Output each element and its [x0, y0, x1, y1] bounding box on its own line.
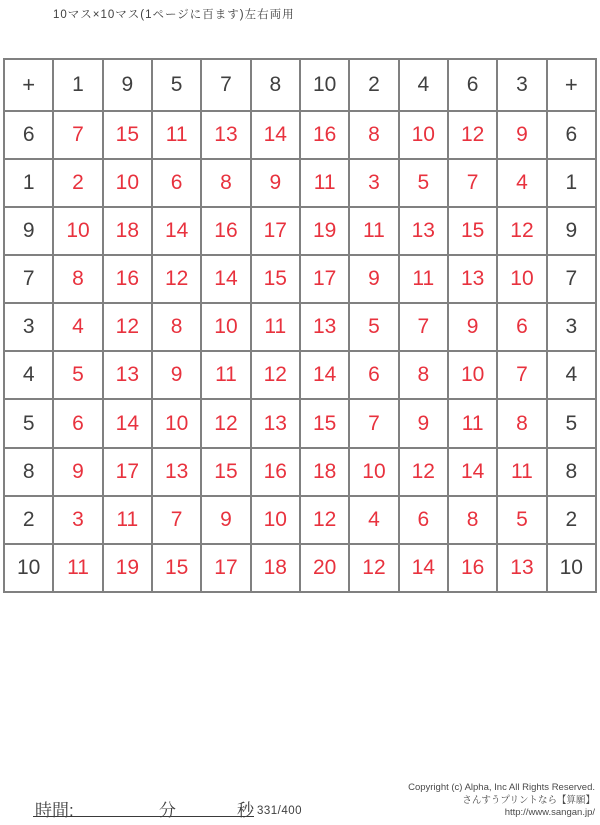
- answer-cell-r3-c2: 12: [152, 255, 201, 303]
- grid-row-5: [4, 351, 596, 399]
- answer-cell-r7-c4: 16: [251, 448, 300, 496]
- answer-cell-r4-c8: 9: [448, 303, 497, 351]
- grid-header-row: [4, 59, 596, 111]
- answer-cell-r2-c5: 19: [300, 207, 349, 255]
- row-header-left-0: 6: [4, 111, 53, 159]
- operator-corner-left: +: [4, 59, 53, 111]
- answer-cell-r2-c1: 18: [103, 207, 152, 255]
- answer-cell-r0-c0: 7: [53, 111, 102, 159]
- answer-cell-r5-c7: 8: [399, 351, 448, 399]
- grid-row-3: [4, 255, 596, 303]
- answer-cell-r4-c0: 4: [53, 303, 102, 351]
- answer-cell-r7-c9: 11: [497, 448, 546, 496]
- row-header-right-7: 8: [547, 448, 596, 496]
- answer-cell-r7-c7: 12: [399, 448, 448, 496]
- row-header-left-4: 3: [4, 303, 53, 351]
- answer-cell-r3-c4: 15: [251, 255, 300, 303]
- answer-cell-r4-c2: 8: [152, 303, 201, 351]
- answer-cell-r6-c1: 14: [103, 399, 152, 447]
- answer-cell-r8-c1: 11: [103, 496, 152, 544]
- answer-cell-r0-c7: 10: [399, 111, 448, 159]
- answer-cell-r4-c4: 11: [251, 303, 300, 351]
- row-header-right-2: 9: [547, 207, 596, 255]
- row-header-right-1: 1: [547, 159, 596, 207]
- answer-cell-r1-c3: 8: [201, 159, 250, 207]
- answer-cell-r4-c6: 5: [349, 303, 398, 351]
- answer-cell-r8-c3: 9: [201, 496, 250, 544]
- answer-cell-r4-c3: 10: [201, 303, 250, 351]
- answer-cell-r9-c8: 16: [448, 544, 497, 592]
- answer-cell-r7-c2: 13: [152, 448, 201, 496]
- addition-grid-body: [4, 59, 596, 592]
- col-header-2: 5: [152, 59, 201, 111]
- page-number: 331/400: [257, 805, 303, 817]
- answer-cell-r0-c3: 13: [201, 111, 250, 159]
- answer-cell-r7-c3: 15: [201, 448, 250, 496]
- answer-cell-r7-c8: 14: [448, 448, 497, 496]
- answer-cell-r6-c9: 8: [497, 399, 546, 447]
- answer-cell-r8-c6: 4: [349, 496, 398, 544]
- row-header-left-7: 8: [4, 448, 53, 496]
- col-header-8: 6: [448, 59, 497, 111]
- answer-cell-r8-c9: 5: [497, 496, 546, 544]
- row-header-right-0: 6: [547, 111, 596, 159]
- row-header-right-9: 10: [547, 544, 596, 592]
- row-header-left-8: 2: [4, 496, 53, 544]
- answer-cell-r1-c4: 9: [251, 159, 300, 207]
- col-header-3: 7: [201, 59, 250, 111]
- copyright-block: [408, 782, 595, 820]
- col-header-6: 2: [349, 59, 398, 111]
- answer-cell-r0-c4: 14: [251, 111, 300, 159]
- row-header-left-6: 5: [4, 399, 53, 447]
- answer-cell-r8-c7: 6: [399, 496, 448, 544]
- answer-cell-r0-c9: 9: [497, 111, 546, 159]
- answer-cell-r1-c8: 7: [448, 159, 497, 207]
- col-header-9: 3: [497, 59, 546, 111]
- answer-cell-r5-c3: 11: [201, 351, 250, 399]
- answer-cell-r3-c8: 13: [448, 255, 497, 303]
- col-header-1: 9: [103, 59, 152, 111]
- row-header-left-9: 10: [4, 544, 53, 592]
- answer-cell-r0-c8: 12: [448, 111, 497, 159]
- answer-cell-r3-c3: 14: [201, 255, 250, 303]
- col-header-7: 4: [399, 59, 448, 111]
- answer-cell-r9-c4: 18: [251, 544, 300, 592]
- grid-row-6: [4, 399, 596, 447]
- answer-cell-r9-c7: 14: [399, 544, 448, 592]
- answer-cell-r9-c1: 19: [103, 544, 152, 592]
- answer-cell-r1-c7: 5: [399, 159, 448, 207]
- minutes-label: 分: [159, 801, 176, 820]
- seconds-label: 秒: [237, 801, 254, 820]
- answer-cell-r0-c5: 16: [300, 111, 349, 159]
- answer-cell-r6-c0: 6: [53, 399, 102, 447]
- grid-row-1: [4, 159, 596, 207]
- answer-cell-r5-c4: 12: [251, 351, 300, 399]
- answer-cell-r4-c5: 13: [300, 303, 349, 351]
- grid-row-4: [4, 303, 596, 351]
- answer-cell-r9-c6: 12: [349, 544, 398, 592]
- answer-cell-r8-c8: 8: [448, 496, 497, 544]
- answer-cell-r9-c5: 20: [300, 544, 349, 592]
- answer-cell-r0-c6: 8: [349, 111, 398, 159]
- answer-cell-r6-c5: 15: [300, 399, 349, 447]
- answer-cell-r2-c9: 12: [497, 207, 546, 255]
- answer-cell-r9-c2: 15: [152, 544, 201, 592]
- row-header-right-4: 3: [547, 303, 596, 351]
- answer-cell-r6-c6: 7: [349, 399, 398, 447]
- answer-cell-r6-c7: 9: [399, 399, 448, 447]
- col-header-4: 8: [251, 59, 300, 111]
- copyright-line-2: さんすうプリントなら【算願】: [462, 794, 595, 806]
- answer-cell-r5-c5: 14: [300, 351, 349, 399]
- answer-cell-r8-c5: 12: [300, 496, 349, 544]
- answer-cell-r5-c2: 9: [152, 351, 201, 399]
- answer-cell-r7-c6: 10: [349, 448, 398, 496]
- answer-cell-r5-c0: 5: [53, 351, 102, 399]
- answer-cell-r1-c1: 10: [103, 159, 152, 207]
- answer-cell-r9-c0: 11: [53, 544, 102, 592]
- answer-cell-r4-c7: 7: [399, 303, 448, 351]
- answer-cell-r7-c0: 9: [53, 448, 102, 496]
- time-label: 時間:: [35, 801, 74, 820]
- answer-cell-r0-c2: 11: [152, 111, 201, 159]
- row-header-left-5: 4: [4, 351, 53, 399]
- answer-cell-r5-c6: 6: [349, 351, 398, 399]
- answer-cell-r4-c1: 12: [103, 303, 152, 351]
- answer-cell-r4-c9: 6: [497, 303, 546, 351]
- grid-row-0: [4, 111, 596, 159]
- answer-cell-r2-c8: 15: [448, 207, 497, 255]
- row-header-right-3: 7: [547, 255, 596, 303]
- answer-cell-r2-c2: 14: [152, 207, 201, 255]
- row-header-left-2: 9: [4, 207, 53, 255]
- answer-cell-r5-c8: 10: [448, 351, 497, 399]
- operator-corner-right: +: [547, 59, 596, 111]
- answer-cell-r8-c2: 7: [152, 496, 201, 544]
- copyright-line-3: http://www.sangan.jp/: [504, 807, 595, 818]
- answer-cell-r2-c3: 16: [201, 207, 250, 255]
- answer-cell-r6-c3: 12: [201, 399, 250, 447]
- answer-cell-r3-c6: 9: [349, 255, 398, 303]
- answer-cell-r2-c0: 10: [53, 207, 102, 255]
- answer-cell-r2-c6: 11: [349, 207, 398, 255]
- answer-cell-r3-c7: 11: [399, 255, 448, 303]
- answer-cell-r6-c2: 10: [152, 399, 201, 447]
- grid-row-9: [4, 544, 596, 592]
- answer-cell-r3-c5: 17: [300, 255, 349, 303]
- copyright-line-1: Copyright (c) Alpha, Inc All Rights Reserved.: [408, 782, 595, 793]
- answer-cell-r0-c1: 15: [103, 111, 152, 159]
- addition-grid: [3, 58, 597, 593]
- worksheet-title: 10マス×10マス(1ページに百ます)左右両用: [53, 9, 295, 21]
- answer-cell-r7-c1: 17: [103, 448, 152, 496]
- answer-cell-r9-c3: 17: [201, 544, 250, 592]
- grid-row-7: [4, 448, 596, 496]
- answer-cell-r9-c9: 13: [497, 544, 546, 592]
- answer-cell-r6-c4: 13: [251, 399, 300, 447]
- answer-cell-r1-c0: 2: [53, 159, 102, 207]
- answer-cell-r5-c9: 7: [497, 351, 546, 399]
- answer-cell-r2-c7: 13: [399, 207, 448, 255]
- answer-cell-r3-c1: 16: [103, 255, 152, 303]
- answer-cell-r3-c0: 8: [53, 255, 102, 303]
- row-header-right-8: 2: [547, 496, 596, 544]
- grid-row-8: [4, 496, 596, 544]
- answer-cell-r8-c4: 10: [251, 496, 300, 544]
- row-header-right-5: 4: [547, 351, 596, 399]
- time-entry-line: [33, 794, 254, 820]
- answer-cell-r8-c0: 3: [53, 496, 102, 544]
- answer-cell-r3-c9: 10: [497, 255, 546, 303]
- row-header-left-3: 7: [4, 255, 53, 303]
- row-header-right-6: 5: [547, 399, 596, 447]
- answer-cell-r1-c6: 3: [349, 159, 398, 207]
- answer-cell-r7-c5: 18: [300, 448, 349, 496]
- answer-cell-r1-c5: 11: [300, 159, 349, 207]
- col-header-0: 1: [53, 59, 102, 111]
- answer-cell-r2-c4: 17: [251, 207, 300, 255]
- answer-cell-r1-c9: 4: [497, 159, 546, 207]
- row-header-left-1: 1: [4, 159, 53, 207]
- answer-cell-r6-c8: 11: [448, 399, 497, 447]
- grid-row-2: [4, 207, 596, 255]
- col-header-5: 10: [300, 59, 349, 111]
- answer-cell-r1-c2: 6: [152, 159, 201, 207]
- answer-cell-r5-c1: 13: [103, 351, 152, 399]
